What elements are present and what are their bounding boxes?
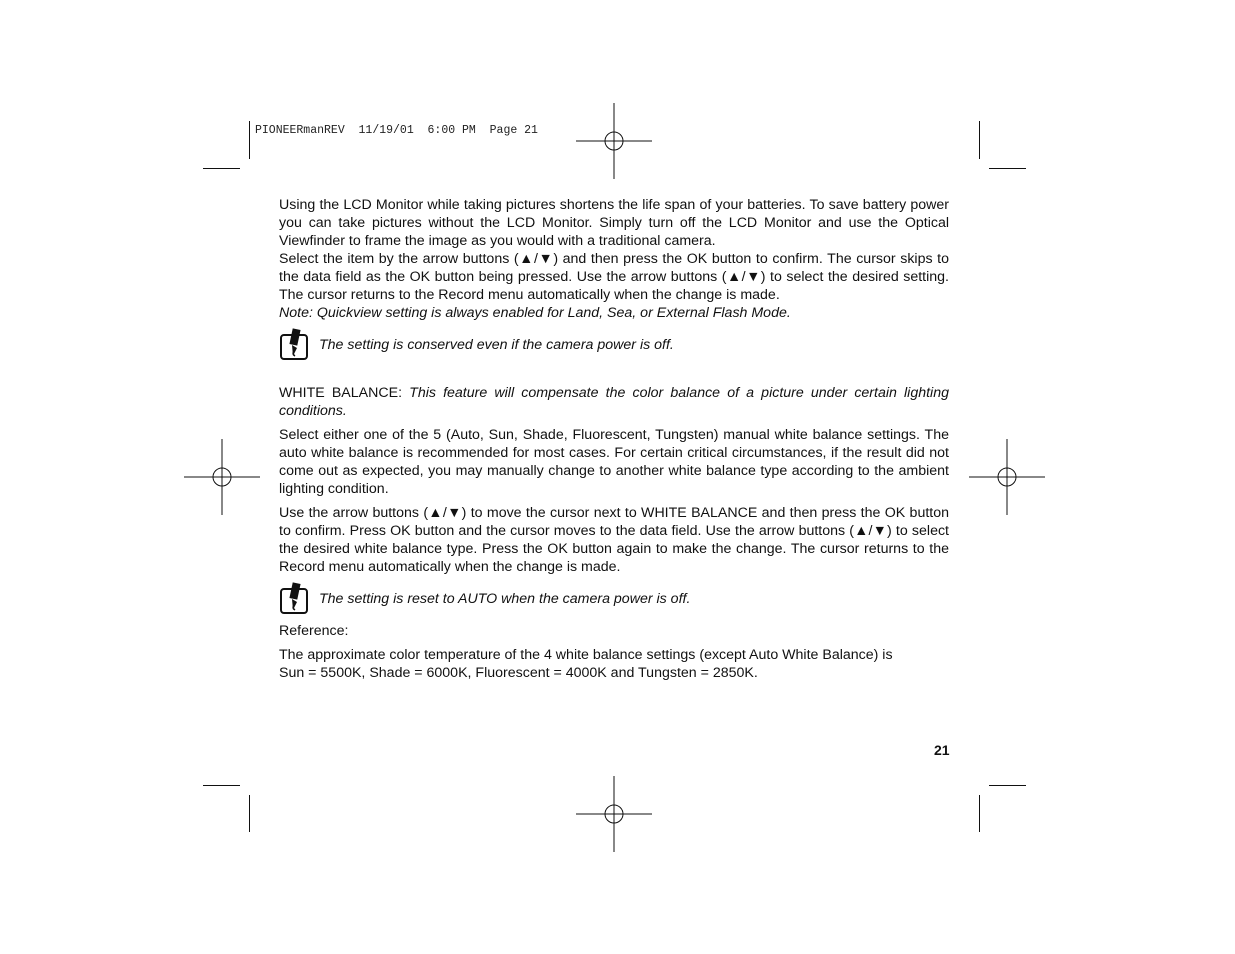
- crop-mark-bottom-left-vertical: [249, 795, 250, 832]
- paragraph-select-item: Select the item by the arrow buttons (▲/▼) and then press the OK button to confirm. The cursor skips to the data field as the OK button being pressed. Use the arrow buttons (▲/▼) to select the desired setting. The cursor returns to the Record menu automatically when the change is made.: [279, 251, 949, 303]
- printer-slug: PIONEERmanREV 11/19/01 6:00 PM Page 21: [255, 124, 538, 137]
- registration-mark-icon: [576, 776, 652, 852]
- crop-mark-top-left-horizontal: [203, 168, 240, 169]
- page-content: [279, 196, 949, 682]
- crop-mark-top-right-horizontal: [989, 168, 1026, 169]
- reference-line-1: The approximate color temperature of the 4 white balance settings (except Auto White Balance) is: [279, 647, 893, 663]
- paragraph-lcd-monitor: Using the LCD Monitor while taking pictures shortens the life span of your batteries. To save battery power you can take pictures without the LCD Monitor. Simply turn off the LCD Monitor and use the Optical Viewfinder to frame the image as you would with a traditional camera.: [279, 197, 949, 249]
- pencil-note-icon: [279, 328, 311, 362]
- white-balance-intro: [279, 384, 949, 420]
- crop-mark-top-left-vertical: [249, 121, 250, 159]
- white-balance-heading: WHITE BALANCE:: [279, 385, 403, 401]
- reference-label: Reference:: [279, 623, 349, 639]
- pencil-note-icon: [279, 582, 311, 616]
- reference-line-2: Sun = 5500K, Shade = 6000K, Fluorescent = 4000K and Tungsten = 2850K.: [279, 665, 758, 681]
- tip-reset: [279, 582, 949, 616]
- registration-mark-icon: [184, 439, 260, 515]
- crop-mark-top-right-vertical: [979, 121, 980, 159]
- tip-conserved-text: The setting is conserved even if the camera power is off.: [319, 337, 674, 353]
- crop-mark-bottom-right-vertical: [979, 795, 980, 832]
- crop-mark-bottom-left-horizontal: [203, 785, 240, 786]
- tip-conserved: [279, 328, 949, 362]
- note-quickview: Note: Quickview setting is always enabled for Land, Sea, or External Flash Mode.: [279, 305, 791, 321]
- registration-mark-icon: [576, 103, 652, 179]
- white-balance-intro-text: This feature will compensate the color balance of a picture under certain lighting conditions.: [279, 385, 949, 419]
- tip-reset-text: The setting is reset to AUTO when the camera power is off.: [319, 591, 691, 607]
- registration-mark-icon: [969, 439, 1045, 515]
- white-balance-settings: Select either one of the 5 (Auto, Sun, Shade, Fluorescent, Tungsten) manual white balance settings. The auto white balance is recommended for most cases. For certain critical circumstances, if the result did not come out as expected, you may manually change to another white balance type according to the ambient lighting condition.: [279, 427, 949, 497]
- white-balance-usage: Use the arrow buttons (▲/▼) to move the cursor next to WHITE BALANCE and then press the OK button to confirm. Press OK button and the cursor moves to the data field. Use the arrow buttons (▲/▼) to select the desired white balance type. Press the OK button again to make the change. The cursor returns to the Record menu automatically when the change is made.: [279, 505, 949, 575]
- page-number: 21: [934, 742, 950, 758]
- crop-mark-bottom-right-horizontal: [989, 785, 1026, 786]
